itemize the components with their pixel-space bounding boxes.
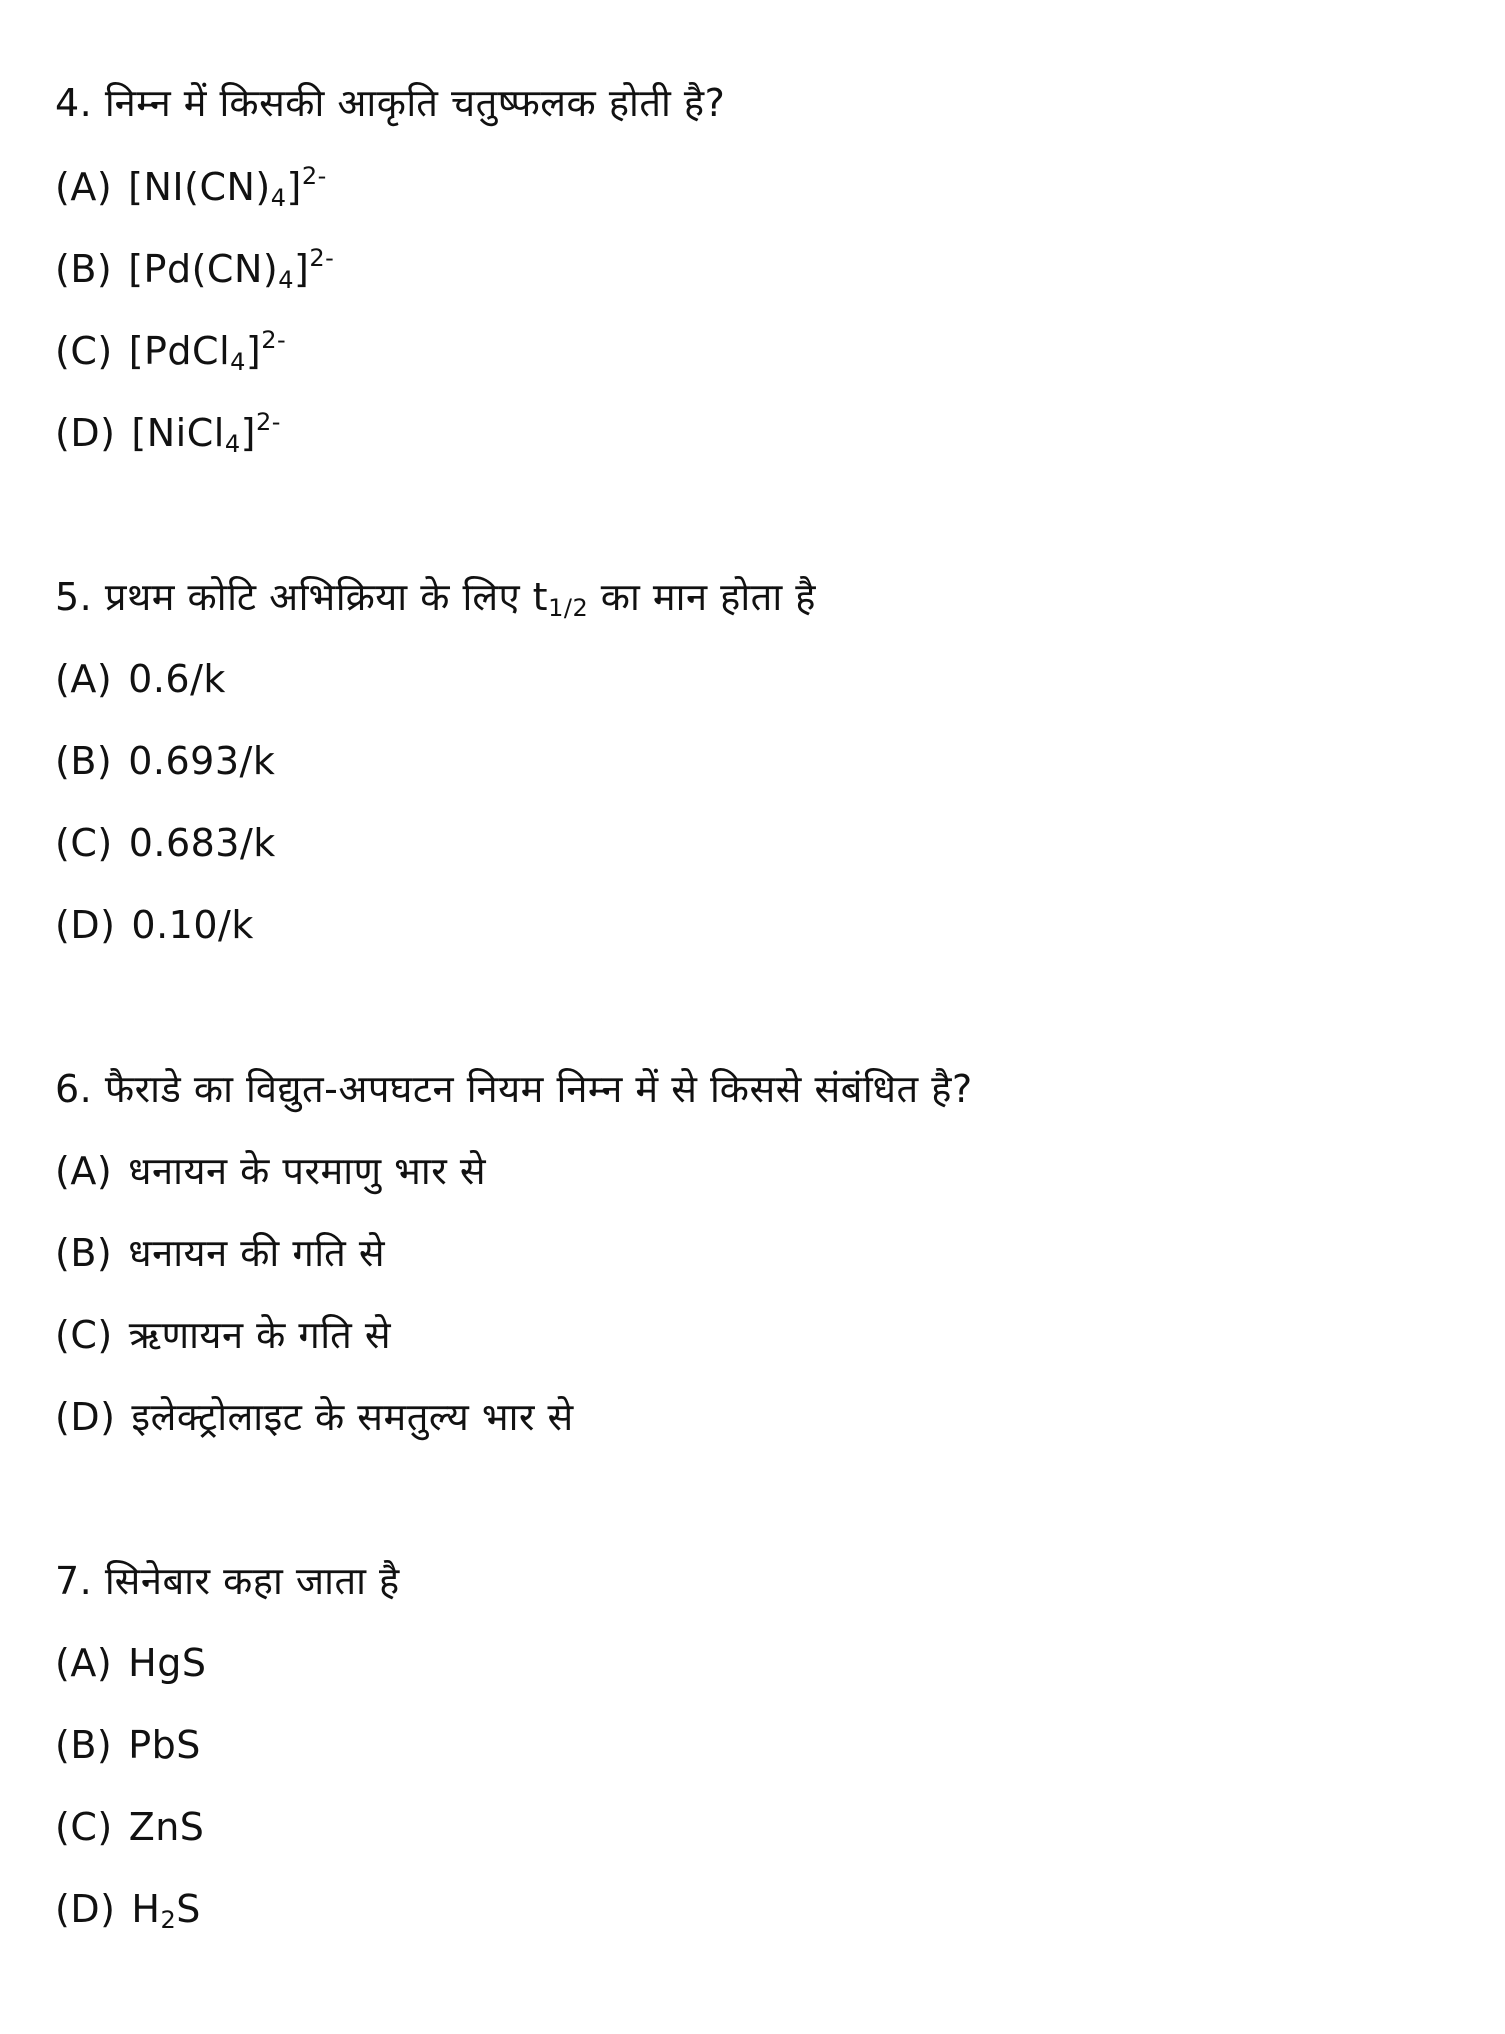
- question-4-option-c: (C) [PdCl$_4$]$^{2-}$: [55, 326, 287, 376]
- question-6-option-d: (D) इलेक्ट्रोलाइट के समतुल्य भार से: [55, 1395, 574, 1439]
- question-7-prompt: 7. सिनेबार कहा जाता है: [55, 1559, 400, 1603]
- question-5-option-b: (B) 0.693/k: [55, 739, 276, 783]
- question-7-option-d: (D) $H_2S$: [55, 1887, 201, 1934]
- question-6-option-b: (B) धनायन की गति से: [55, 1231, 386, 1275]
- question-7-option-c: (C) ZnS: [55, 1805, 205, 1849]
- question-4-prompt: 4. निम्न में किसकी आकृति चतुष्फलक होती है?: [55, 81, 726, 125]
- question-7-option-b: (B) PbS: [55, 1723, 201, 1767]
- question-4-option-a: (A) $[NI(CN)_4]^{2-}$: [55, 162, 327, 212]
- question-5-option-c: (C) 0.683/k: [55, 821, 276, 865]
- question-5-prompt: 5. प्रथम कोटि अभिक्रिया के लिए $t_{1/2}$ का मान होता है: [55, 575, 816, 622]
- question-6-prompt: 6. फैराडे का विद्युत-अपघटन नियम निम्न में से किससे संबंधित है?: [55, 1067, 973, 1111]
- question-6-option-a: (A) धनायन के परमाणु भार से: [55, 1149, 487, 1193]
- question-4-option-d: (D) [NiCl$_4$]$^{2-}$: [55, 408, 281, 458]
- question-5-option-d: (D) 0.10/k: [55, 903, 254, 947]
- question-6-option-c: (C) ऋणायन के गति से: [55, 1313, 392, 1357]
- question-5-option-a: (A) 0.6/k: [55, 657, 226, 701]
- question-4-option-b: (B) $[Pd(CN)_4]^{2-}$: [55, 244, 335, 294]
- question-7-option-a: (A) HgS: [55, 1641, 207, 1685]
